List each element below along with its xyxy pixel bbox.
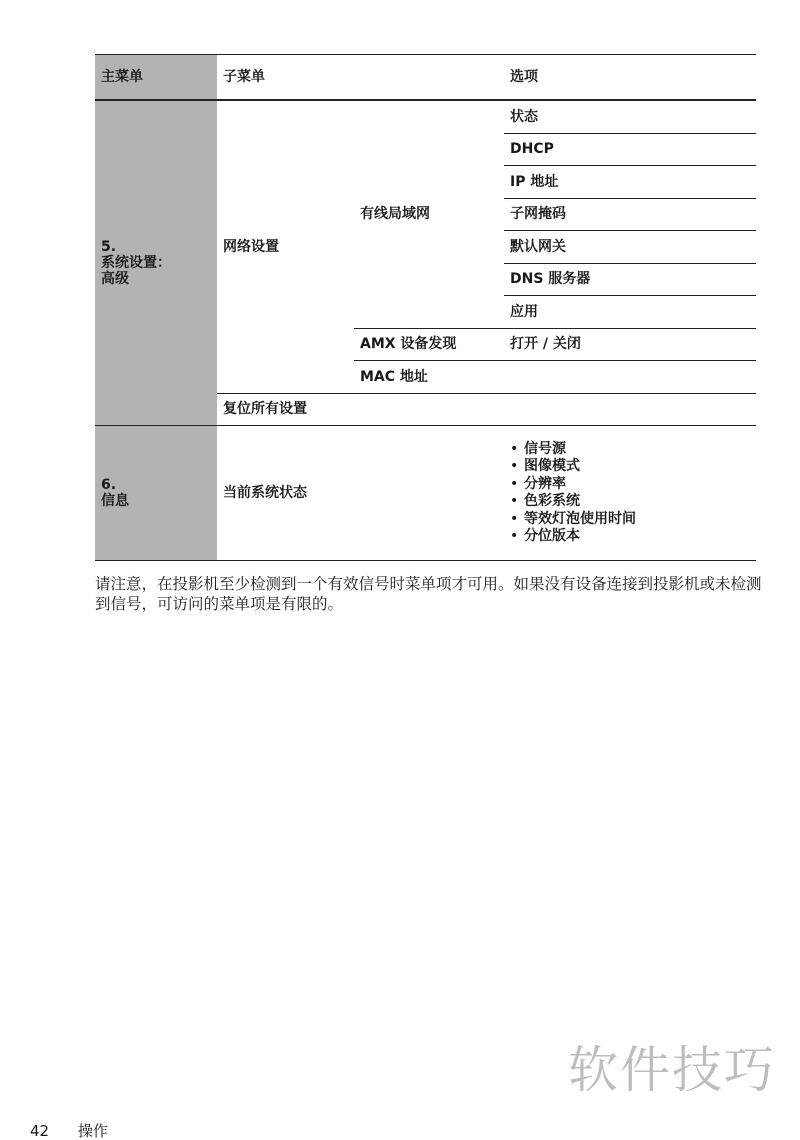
list-item (510, 511, 756, 529)
submenu-current-status: 当前系统状态 (217, 426, 504, 561)
list-item-label: 等效灯泡使用时间 (524, 510, 636, 527)
list-item (510, 476, 756, 494)
list-item (510, 441, 756, 459)
submenu-wired-lan: 有线局域网 (354, 100, 504, 328)
option-apply: 应用 (504, 296, 756, 329)
footer-section-title: 操作 (77, 1122, 108, 1140)
header-submenu: 子菜单 (217, 55, 504, 101)
note-paragraph: 请注意，在投影机至少检测到一个有效信号时菜单项才可用。如果没有设备连接到投影机或未检测到信号，可访问的菜单项是有限的。 (95, 575, 762, 613)
list-item (510, 458, 756, 476)
option-empty (504, 361, 756, 394)
page-number: 42 (30, 1122, 50, 1140)
list-item (510, 528, 756, 546)
main-menu-subtitle: 高级 (101, 271, 129, 287)
list-item (510, 493, 756, 511)
list-item-label: 分辨率 (524, 475, 566, 492)
option-status: 状态 (504, 100, 756, 133)
submenu-network-settings: 网络设置 (217, 100, 354, 393)
bullet-icon: • (510, 493, 519, 509)
table-row (95, 100, 756, 133)
list-item-label: 图像模式 (524, 458, 580, 474)
main-menu-system-advanced (95, 100, 217, 426)
option-dhcp: DHCP (504, 133, 756, 166)
bullet-icon: • (510, 510, 519, 527)
bullet-icon: • (510, 475, 519, 492)
submenu-mac-address: MAC 地址 (354, 361, 504, 394)
option-subnet-mask: 子网掩码 (504, 198, 756, 231)
header-main-menu: 主菜单 (95, 55, 217, 101)
main-menu-number: 6. (101, 477, 117, 493)
option-default-gateway: 默认网关 (504, 231, 756, 264)
bullet-icon: • (510, 440, 519, 457)
page-footer (30, 1122, 108, 1140)
watermark: 软件技巧 (568, 1041, 776, 1099)
option-on-off: 打开 / 关闭 (504, 328, 756, 361)
option-list-status (504, 426, 756, 561)
bullet-icon: • (510, 458, 519, 474)
table-header-row (95, 55, 756, 101)
main-menu-title: 信息 (101, 493, 129, 509)
main-menu-information (95, 426, 217, 561)
bullet-list (510, 441, 756, 546)
submenu-reset-all: 复位所有设置 (217, 393, 756, 426)
option-dns-server: DNS 服务器 (504, 263, 756, 296)
table-row (95, 426, 756, 561)
submenu-amx-discovery: AMX 设备发现 (354, 328, 504, 361)
main-menu-number: 5. (101, 239, 117, 255)
menu-table (95, 54, 756, 561)
bullet-icon: • (510, 528, 519, 544)
list-item-label: 信号源 (524, 440, 566, 457)
option-ip-address: IP 地址 (504, 166, 756, 199)
list-item-label: 分位版本 (524, 528, 580, 544)
main-menu-title: 系统设置： (101, 255, 171, 271)
list-item-label: 色彩系统 (524, 493, 580, 509)
header-options: 选项 (504, 55, 756, 101)
